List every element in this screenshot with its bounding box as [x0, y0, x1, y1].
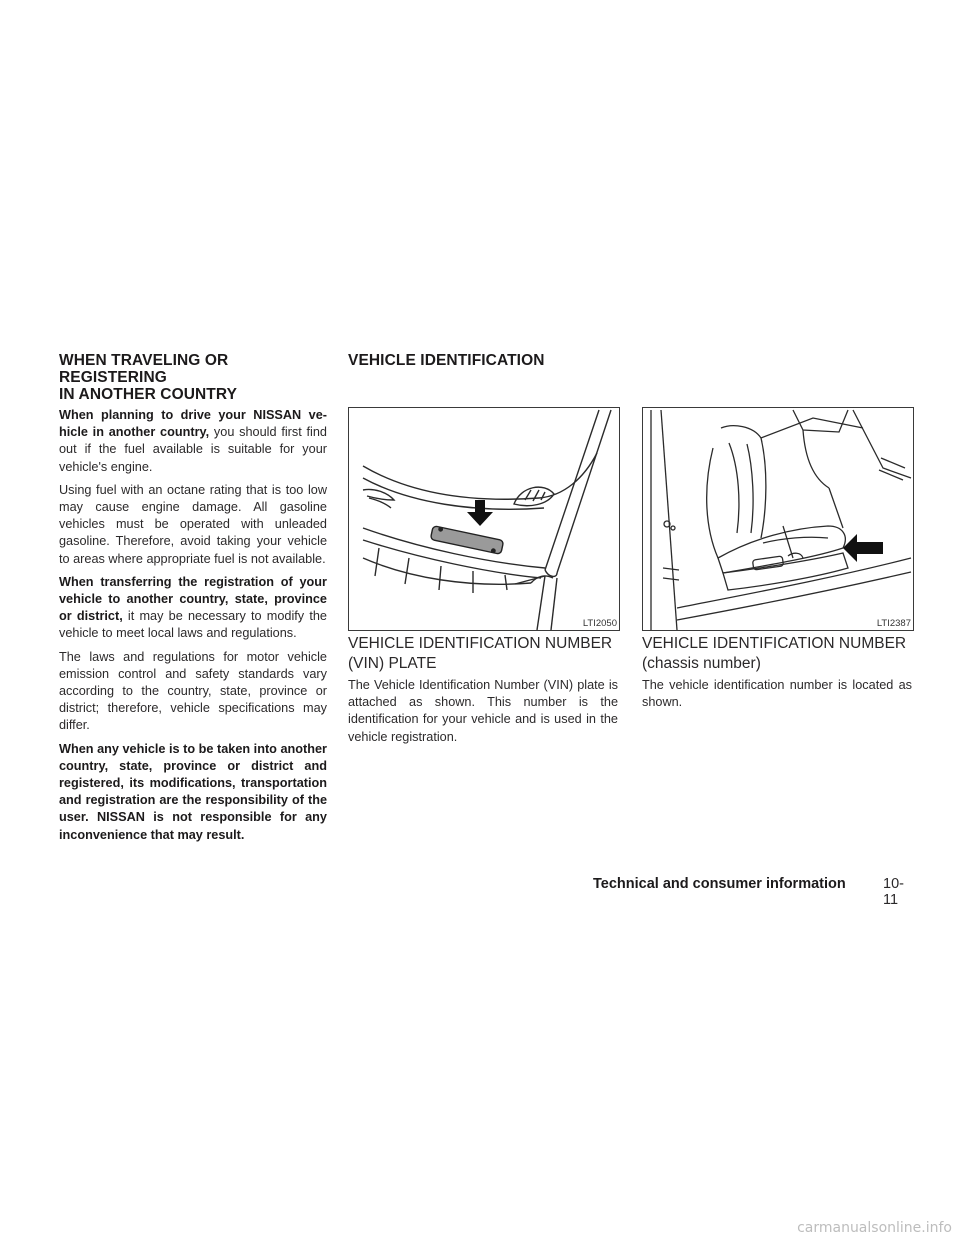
page-footer [593, 874, 913, 908]
paragraph [59, 574, 327, 643]
subheading-line: VEHICLE IDENTIFICATION NUMBER [348, 635, 613, 652]
figure-code: LTI2387 [876, 618, 911, 629]
chassis-number-drawing [643, 408, 913, 630]
traveling-text-column [59, 407, 327, 850]
vin-plate-description: The Vehicle Identification Number (VIN) plate is attached as shown. This number is the identification for your vehicle and is used in the vehicle registration. [348, 678, 618, 744]
arrow-left-icon [843, 534, 883, 562]
section-heading-vehicle-identification: VEHICLE IDENTIFICATION [348, 352, 545, 369]
section-heading-traveling [59, 352, 339, 403]
subheading-line: (VIN) PLATE [348, 655, 437, 672]
heading-line: IN ANOTHER COUNTRY [59, 386, 238, 403]
figure-code: LTI2050 [582, 618, 617, 629]
paragraph: Using fuel with an octane rating that is too low may cause engine damage. All gasoline vehicles must be operated with unleaded gasoline. Therefore, avoid taking your vehicle to areas where appropriate fuel is not available. [59, 482, 327, 566]
heading-line: WHEN TRAVELING OR REGISTERING [59, 352, 229, 386]
chassis-number-subheading [642, 634, 922, 674]
chassis-number-illustration [642, 407, 914, 631]
bold-lead: When planning to drive your NISSAN vehicle in another country, [59, 408, 327, 440]
bold-warning: When any vehicle is to be taken into another country, state, province or district and registered, its modifications, transportation and registration are the responsibility of the user. NISSAN is not responsible for any inconvenience that may result. [59, 741, 327, 842]
page-number: 10-11 [883, 876, 904, 908]
watermark-text: carmanualsonline.info [797, 1220, 952, 1236]
paragraph [59, 741, 327, 844]
footer-section-title: Technical and consumer information [593, 876, 846, 892]
chassis-number-description: The vehicle identification number is located as shown. [642, 678, 912, 710]
bold-lead: When transferring the registration of your vehicle to another country, state, province or district, [59, 574, 327, 624]
paragraph-text: it may be necessary to modify the vehicle to meet local laws and regulations. [59, 609, 327, 641]
paragraph: The laws and regulations for motor vehicle emission control and safety standards vary according to the country, state, province or district; therefore, vehicle specifications may differ. [59, 649, 327, 733]
arrow-down-icon [467, 500, 493, 526]
vin-plate-illustration [348, 407, 620, 631]
subheading-line: (chassis number) [642, 655, 761, 672]
vin-plate-drawing [349, 408, 619, 630]
subheading-line: VEHICLE IDENTIFICATION NUMBER [642, 635, 907, 652]
paragraph [59, 407, 327, 476]
vin-plate-subheading [348, 634, 628, 674]
paragraph-text: you should first find out if the fuel available is suitable for your vehicle's engine. [59, 425, 327, 474]
